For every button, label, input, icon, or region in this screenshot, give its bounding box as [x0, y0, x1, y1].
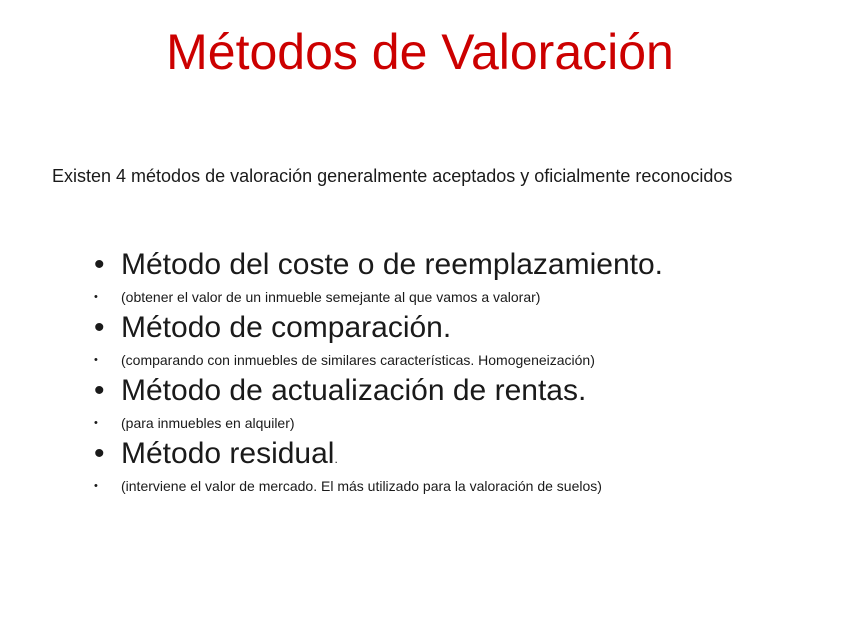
small-bullet-icon: • [94, 417, 98, 429]
bullet-icon: • [94, 374, 105, 407]
intro-text: Existen 4 métodos de valoración generalmente aceptados y oficialmente reconocidos [52, 166, 733, 186]
method-item [94, 374, 834, 413]
small-bullet-icon: • [94, 354, 98, 366]
method-note [94, 413, 834, 433]
method-name: Método residual [121, 437, 335, 470]
method-item [94, 248, 834, 287]
method-note-text: (obtener el valor de un inmueble semejante al que vamos a valorar) [121, 289, 541, 305]
bullet-icon: • [94, 311, 105, 344]
method-trail: . [334, 452, 338, 466]
method-item [94, 311, 834, 350]
bullet-icon: • [94, 437, 105, 470]
small-bullet-icon: • [94, 480, 98, 492]
small-bullet-icon: • [94, 291, 98, 303]
method-note-text: (comparando con inmuebles de similares características. Homogeneización) [121, 352, 595, 368]
method-note [94, 476, 834, 496]
methods-list [94, 248, 834, 500]
bullet-icon: • [94, 248, 105, 281]
method-name: Método de actualización de rentas. [121, 374, 587, 407]
method-note-text: (para inmuebles en alquiler) [121, 415, 295, 431]
method-note [94, 350, 834, 370]
method-item [94, 437, 834, 476]
slide-title: Métodos de Valoración [166, 24, 674, 80]
method-note-text: (interviene el valor de mercado. El más utilizado para la valoración de suelos) [121, 478, 602, 494]
method-name: Método de comparación. [121, 311, 452, 344]
method-name: Método del coste o de reemplazamiento. [121, 248, 663, 281]
method-note [94, 287, 834, 307]
